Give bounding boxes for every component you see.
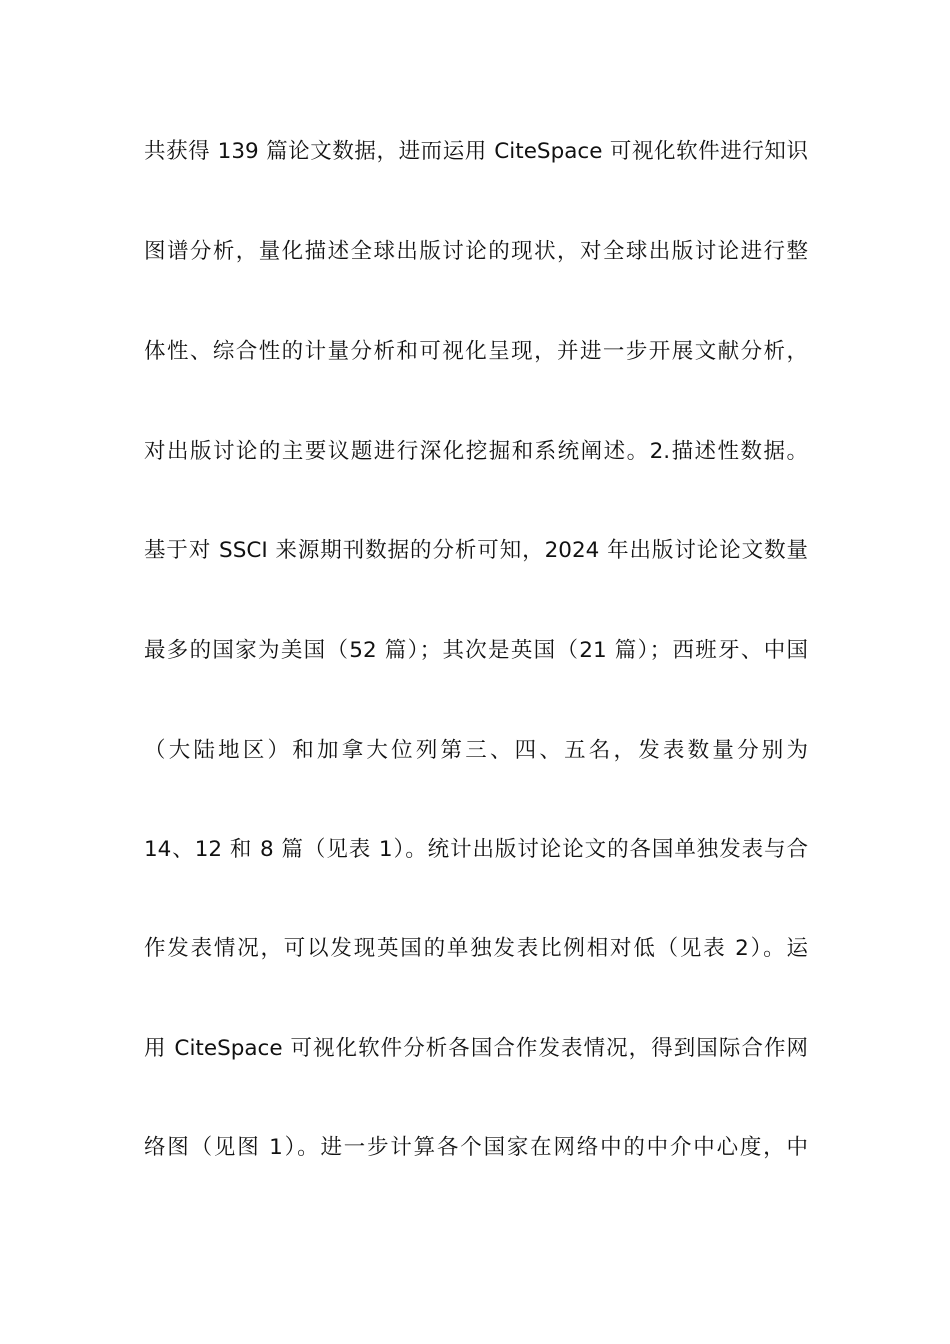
paragraph-line-9: 作发表情况，可以发现英国的单独发表比例相对低（见表 2）。运: [144, 936, 808, 961]
paragraph-line-1: 共获得 139 篇论文数据，进而运用 CiteSpace 可视化软件进行知识: [144, 139, 808, 164]
paragraph-line-4: 对出版讨论的主要议题进行深化挖掘和系统阐述。2.描述性数据。: [144, 439, 808, 464]
paragraph-line-10: 用 CiteSpace 可视化软件分析各国合作发表情况，得到国际合作网: [144, 1036, 808, 1061]
paragraph-line-3: 体性、综合性的计量分析和可视化呈现，并进一步开展文献分析，: [144, 339, 808, 364]
paragraph-line-6: 最多的国家为美国（52 篇）；其次是英国（21 篇）；西班牙、中国: [144, 638, 808, 663]
paragraph-line-2: 图谱分析，量化描述全球出版讨论的现状，对全球出版讨论进行整: [144, 239, 808, 264]
paragraph-line-5: 基于对 SSCI 来源期刊数据的分析可知，2024 年出版讨论论文数量: [144, 538, 808, 563]
paragraph-line-11: 络图（见图 1）。进一步计算各个国家在网络中的中介中心度，中: [144, 1135, 808, 1160]
paragraph-line-8: 14、12 和 8 篇（见表 1）。统计出版讨论论文的各国单独发表与合: [144, 837, 808, 862]
paragraph-line-7: （大陆地区）和加拿大位列第三、四、五名，发表数量分别为: [144, 738, 808, 763]
